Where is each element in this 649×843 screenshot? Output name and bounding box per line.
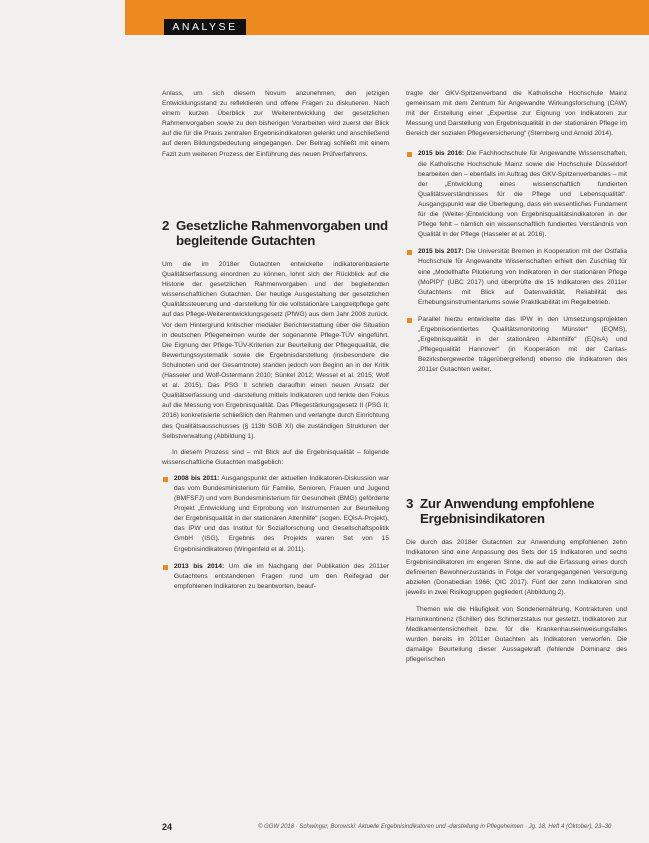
list-item-year: 2015 bis 2016: [418, 150, 465, 158]
body-paragraph: Die durch das 2018er Gutachten zur Anwendung empfohlenen zehn Indikatoren sind eine Anpassung des Sets der 15 Indikatoren und sechs Ergebnisindikatoren im engeren Sinne, die auf die Erfassung eines durch definierten Bewohnerzustands in Folge der vorangegangenen Versorgung abzielen (Donabedian 1966; QIC 2017). Fünf der zehn Indikatoren sind jeweils in zwei Risikogruppen gegliedert (Abbildung 2). [406, 539, 627, 597]
body-paragraph: In diesem Prozess sind – mit Blick auf die Ergebnisqualität – folgende wissenschaftliche Gutachten maßgeblich: [162, 448, 389, 466]
section-heading [162, 218, 389, 248]
section-heading [406, 496, 627, 526]
intro-paragraph: Anlass, um sich diesem Novum anzunehmen, den jetzigen Entwicklungsstand zu reflektieren und offene Fragen zu diskutieren. Nach einem kurzen Überblick zur Weiterentwicklung der gesetzlichen Rahmenvorgaben sowie zu den bisherigen Vorarbeiten wird zuerst der Blick auf die für die Praxis zentralen Ergebnisindikatoren gelenkt und anschließend auf deren Bildungsbedeutung eingegangen. Der Beitrag schließt mit einem Fazit zum weiteren Prozess der Einführung des neuen Prüfverfahrens. [162, 90, 389, 158]
bullet-list [162, 474, 389, 592]
section-title: Gesetzliche Rahmenvorgaben und begleitende Gutachten [176, 218, 388, 248]
body-paragraph: Um die im 2018er Gutachten entwickelte indikatorenbasierte Qualitätserfassung einordnen zu können, lohnt sich der Rückblick auf die Historie der gesetzlichen Rahmenvorgaben und der begleitenden wissenschaftlichen Gutachten. Der heutige Ausgestaltung der gesetzlichen Qualitätssteuerung und -darstellung für die vollstationäre Langzeitpflege geht auf das Pflege-Weiterentwicklungsgesetz (PfWG) aus dem Jahr 2008 zurück. Vor dem Hintergrund kritischer medialer Berichterstattung über die Situation in deutschen Pflegeheimen wurde der sogenannte Pflege-TÜV eingeführt. Die Eignung der Pflege-TÜV-Kriterien zur Beurteilung der Pflegequalität, die Bewertungssystematik sowie die Ergebnisdarstellung (insbesondere die Schulnoten und der Gesamtnote) standen jedoch von Beginn an in der Kritik (Hasseler und Wolf-Ostermann 2010; Sünkel 2012; Wessel et al. 2015; Wolf et al. 2015). Das PSG II schrieb daraufhin einen neuen Ansatz der Qualitätserfassung und -darstellung mittels Indikatoren und lenkte den Fokus auf die Messung von Ergebnisqualität. Das Pflegestärkungsgesetz II (PSG II; 2016) konkretisierte schließlich den Rahmen und verlangte durch Einrichtung des Qualitätsausschusses (§ 113b SGB XI) die zuständigen Strukturen der Selbstverwaltung (Abbildung 1). [162, 261, 389, 440]
page-number: 24 [162, 822, 173, 832]
section-title: Zur Anwendung empfohlene Ergebnisindikatoren [420, 496, 595, 526]
right-column [406, 89, 627, 382]
section-label: ANALYSE [164, 19, 246, 35]
list-item [162, 562, 389, 592]
list-item-year: 2015 bis 2017: [418, 248, 464, 256]
list-item-text: Die Universität Bremen in Kooperation mit der Ostfalia Hochschule für Angewandte Wissenschaften erhielt den Zuschlag für eine „Modellhafte Pilotierung von Indikatoren in der stationären Pflege (MoPIP)“ (UBC 2017) und überprüfte die 15 Indikatoren des 2011er Gutachtens mit Blick auf Datenvalidität, Reliabilität des Erhebungsinstrumentariums sowie Praktikabilität im Regelbetrieb. [418, 248, 627, 306]
bullet-list [406, 149, 627, 375]
list-item-text: Parallel hierzu entwickelte das IPW in den Umsetzungsprojekten „Ergebnisorientiertes Qualitätsmonitoring Münster“ (EQMS), „Ergebnisqualität in der stationären Altenhilfe“ (EQisA) und „Pflegequalität Hannover“ (in Kooperation mit der Caritas-Bezirksbergewerbe trägerübergreifend) ebenso die Indikatoren des 2011er Gutachten weiter. [418, 315, 627, 374]
list-item-text: Ausgangspunkt der aktuellen Indikatoren-Diskussion war das vom Bundesministerium für Familie, Senioren, Frauen und Jugend (BMFSFJ) und vom Bundesministerium für Gesundheit (BMG) geförderte Projekt „Entwicklung und Erprobung von Instrumenten zur Beurteilung der Ergebnisqualität in der stationären Altenhilfe“ (sogen. EQisA-Projekt), das IPW und das Institut für Sozialforschung und Gesellschaftspolitik GmbH (ISG). Ergebnis des Projekts waren Set von 15 Ergebnisindikatoren (Wingenfeld et al. 2011). [174, 474, 390, 553]
list-item-text: Um die im Nachgang der Publikation des 2011er Gutachtens entstandenen Fragen rund um den Reifegrad der empfohlenen Indikatoren zu beantworten, beauf- [174, 562, 389, 590]
section-3 [406, 496, 627, 671]
list-item [406, 247, 627, 308]
section-2 [162, 218, 389, 599]
body-paragraph: Themen wie die Häufigkeit von Sondenernährung, Kontrakturen und Harninkontinenz (Schiller) des Schmerzstatus nur gestetzt. Indikatoren zur Medikamentensicherheit bzw. für die Krankenhauseinweisungsfalles wurden bereits im 2011er Gutachten als Indikatoren verworfen. Die damalige Beurteilung dieser Aussagekraft (fehlende Dominanz des pflegerischen [406, 605, 627, 664]
section-number: 2 [162, 218, 170, 233]
section-number: 3 [406, 496, 414, 511]
list-item-year: 2008 bis 2011: [174, 474, 220, 482]
list-item-text: Die Fachhochschule für Angewandte Wissenschaften, die Katholische Hochschule Mainz sowie die Hochschule Düsseldorf bearbeiten den – ebenfalls im Auftrag des GKV-Spitzenverbandes – mit der „Entwicklung eines wissenschaftlich fundierten Qualitätsverständnisses für die Pflege und Lebensqualität“. Ausgangspunkt war die Überlegung, dass ein wesentliches Fundament für die (Weiter-)Entwicklung von Ergebnisqualitätsindikatoren in der Pflege fehlt – nämlich ein wissenschaftlich fundiertes Verständnis von Qualität in der Pflege (Hasseler et al. 2016). [418, 150, 627, 239]
list-item [162, 474, 389, 555]
footer-citation: © GGW 2018 · Schwinger, Borowski: Aktuelle Ergebnisindikatoren und -darstellung in Pflegeheimen · Jg. 18, Heft 4 (Oktober), 23–30 [258, 824, 612, 830]
body-paragraph: tragte der GKV-Spitzenverband die Katholische Hochschule Mainz gemeinsam mit dem Zentrum für Angewandte Wirkungsforschung (CAW) mit der Erstellung einer „Expertise zur Eignung von Indikatoren zur Messung und Darstellung von Ergebnisqualität in der stationären Pflege im Bereich der sozialen Pflegeversicherung“ (Sternberg und Arnold 2014). [406, 90, 627, 138]
list-item-year: 2013 bis 2014: [174, 562, 225, 570]
list-item [406, 149, 627, 240]
list-item [406, 315, 627, 376]
left-column [162, 89, 389, 166]
